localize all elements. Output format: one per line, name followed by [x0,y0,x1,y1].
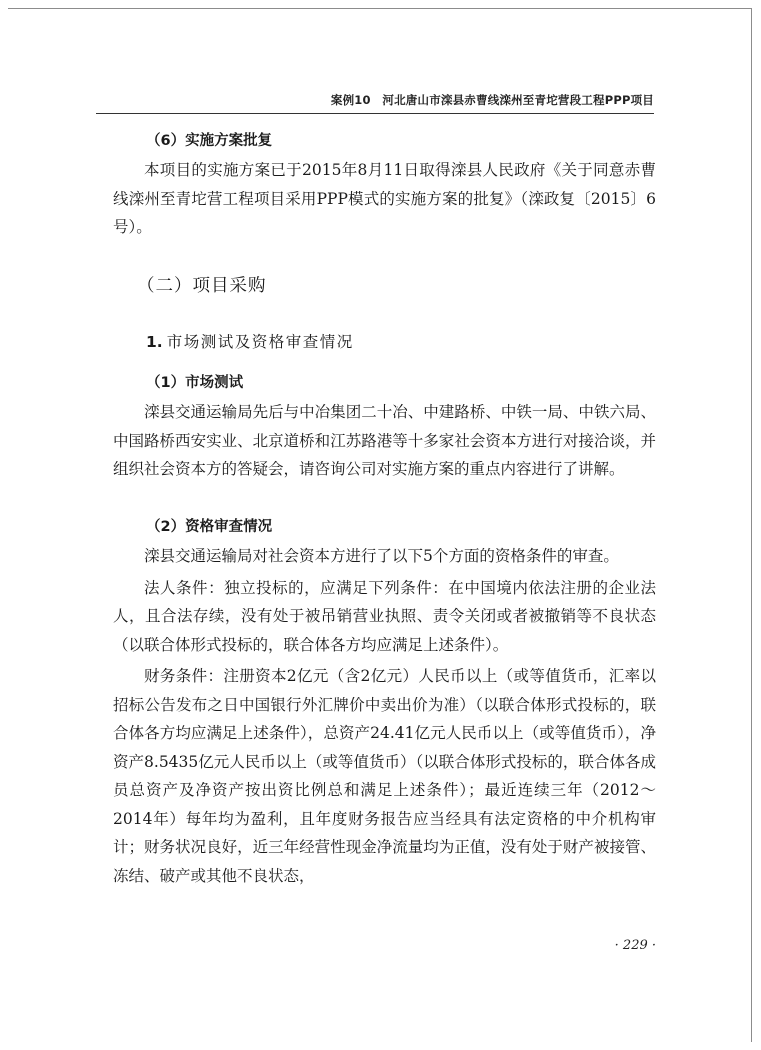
market-test-section [113,369,656,484]
market-test-paragraph: 滦县交通运输局先后与中冶集团二十冶、中建路桥、中铁一局、中铁六局、中国路桥西安实业、北京道桥和江苏路港等十多家社会资本方进行对接洽谈，并组织社会资本方的答疑会，请咨询公司对实施方案的重点内容进行了讲解。 [113,403,656,478]
procurement-heading: （二）项目采购 [137,276,267,296]
approval-heading: （6）实施方案批复 [146,133,273,149]
market-test-heading: （1）市场测试 [146,375,244,391]
approval-paragraph: 本项目的实施方案已于2015年8月11日取得滦县人民政府《关于同意赤曹线滦州至青坨营工程项目采用PPP模式的实施方案的批复》（滦政复〔2015〕6号）。 [113,161,656,236]
page-number: · 229 · [614,938,656,953]
header-rule [96,113,654,114]
qualification-intro-paragraph: 滦县交通运输局对社会资本方进行了以下5个方面的资格条件的审查。 [144,547,619,565]
running-header: 案例10 河北唐山市滦县赤曹线滦州至青坨营段工程PPP项目 [330,93,654,107]
financial-condition-paragraph: 财务条件：注册资本2亿元（含2亿元）人民币以上（或等值货币，汇率以招标公告发布之日中国银行外汇牌价中卖出价为准）（以联合体形式投标的，联合体各方均应满足上述条件），总资产24.41亿元人民币以上（或等值货币），净资产8.5435亿元人民币以上（或等值货币）（以联合体形式投标的，联合体各成员总资产及净资产按出资比例总和满足上述条件）；最近连续三年（2012～2014年）每年均为盈利，且年度财务报告应当经具有法定资格的中介机构审计；财务状况良好，近三年经营性现金净流量均为正值，没有处于财产被接管、冻结、破产或其他不良状态， [113,667,656,885]
market-heading-number: 1. [146,333,163,351]
legal-condition-paragraph: 法人条件：独立投标的，应满足下列条件：在中国境内依法注册的企业法人，且合法存续，没有处于被吊销营业执照、责令关闭或者被撤销等不良状态（以联合体形式投标的，联合体各方均应满足上述条件）。 [113,578,656,654]
approval-section [113,127,656,242]
market-test-qualification-heading [113,330,689,352]
qualification-section [113,513,656,890]
qualification-heading: （2）资格审查情况 [146,519,273,535]
market-heading-text: 市场测试及资格审查情况 [166,333,354,351]
